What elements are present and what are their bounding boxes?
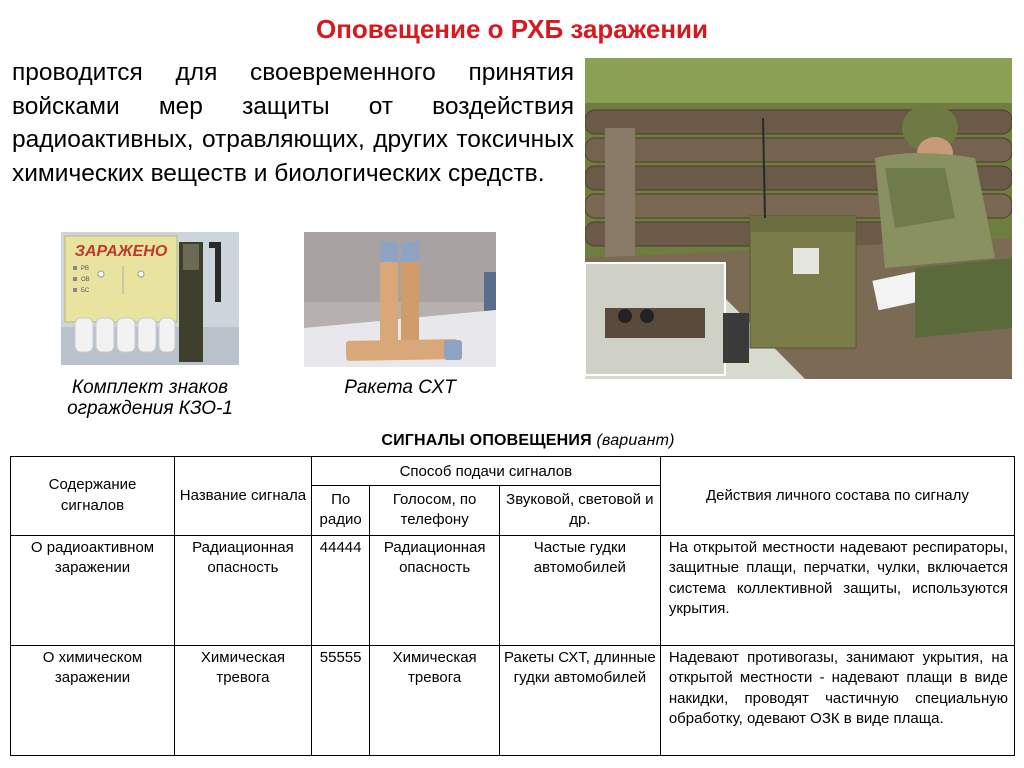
- field-photo: [585, 58, 1012, 379]
- row-content: О радиоактивном заражении: [11, 535, 175, 645]
- row-voice: Радиационная опасность: [370, 535, 500, 645]
- signals-table: [10, 456, 1015, 756]
- row-sound: Ракеты СХТ, длинные гудки автомобилей: [499, 645, 660, 755]
- kzo-caption-line2: ограждения КЗО-1: [67, 398, 233, 419]
- svg-text:РВ: РВ: [81, 266, 90, 272]
- header-name: Название сигнала: [175, 457, 312, 536]
- svg-text:ОВ: ОВ: [81, 277, 90, 283]
- kzo-image: [61, 232, 239, 365]
- table-caption-note: (вариант): [596, 432, 675, 449]
- table-row: [11, 645, 1015, 755]
- kzo-caption: [45, 377, 255, 419]
- header-sound: Звуковой, световой и др.: [499, 485, 660, 535]
- rocket-photo: [304, 232, 496, 367]
- row-actions: Надевают противогазы, занимают укрытия, на открытой местности - надевают плащи в виде накидки, проводят частичную специальную обработку, одевают ОЗК в виде плаща.: [660, 645, 1014, 755]
- page-title: Оповещение о РХБ заражении: [316, 14, 708, 44]
- row-radio: 55555: [311, 645, 370, 755]
- header-method: Способ подачи сигналов: [311, 457, 660, 486]
- table-header-row: [11, 457, 1015, 486]
- kzo-caption-line1: Комплект знаков: [71, 377, 229, 398]
- row-content: О химическом заражении: [11, 645, 175, 755]
- svg-text:БС: БС: [81, 288, 90, 294]
- row-voice: Химическая тревога: [370, 645, 500, 755]
- rocket-image: [304, 232, 496, 367]
- header-voice: Голосом, по телефону: [370, 485, 500, 535]
- row-radio: 44444: [311, 535, 370, 645]
- row-name: Радиационная опасность: [175, 535, 312, 645]
- intro-text: проводится для своевременного принятия войсками мер защиты от воздействия радиоактивных, отравляющих, других токсичных химических веществ и биологических средств.: [12, 59, 574, 187]
- row-name: Химическая тревога: [175, 645, 312, 755]
- table-caption-main: СИГНАЛЫ ОПОВЕЩЕНИЯ: [381, 432, 592, 449]
- header-content: Содержание сигналов: [11, 457, 175, 536]
- sign-label: ЗАРАЖЕНО: [74, 243, 168, 260]
- table-caption: [298, 432, 758, 450]
- header-actions: Действия личного состава по сигналу: [660, 457, 1014, 536]
- rocket-caption: Ракета СХТ: [344, 377, 456, 398]
- table-row: [11, 535, 1015, 645]
- row-actions: На открытой местности надевают респираторы, защитные плащи, перчатки, чулки, включается система коллективной защиты, используются укрытия.: [660, 535, 1014, 645]
- field-image: [585, 58, 1012, 379]
- header-radio: По радио: [311, 485, 370, 535]
- row-sound: Частые гудки автомобилей: [499, 535, 660, 645]
- kzo-photo: [61, 232, 239, 365]
